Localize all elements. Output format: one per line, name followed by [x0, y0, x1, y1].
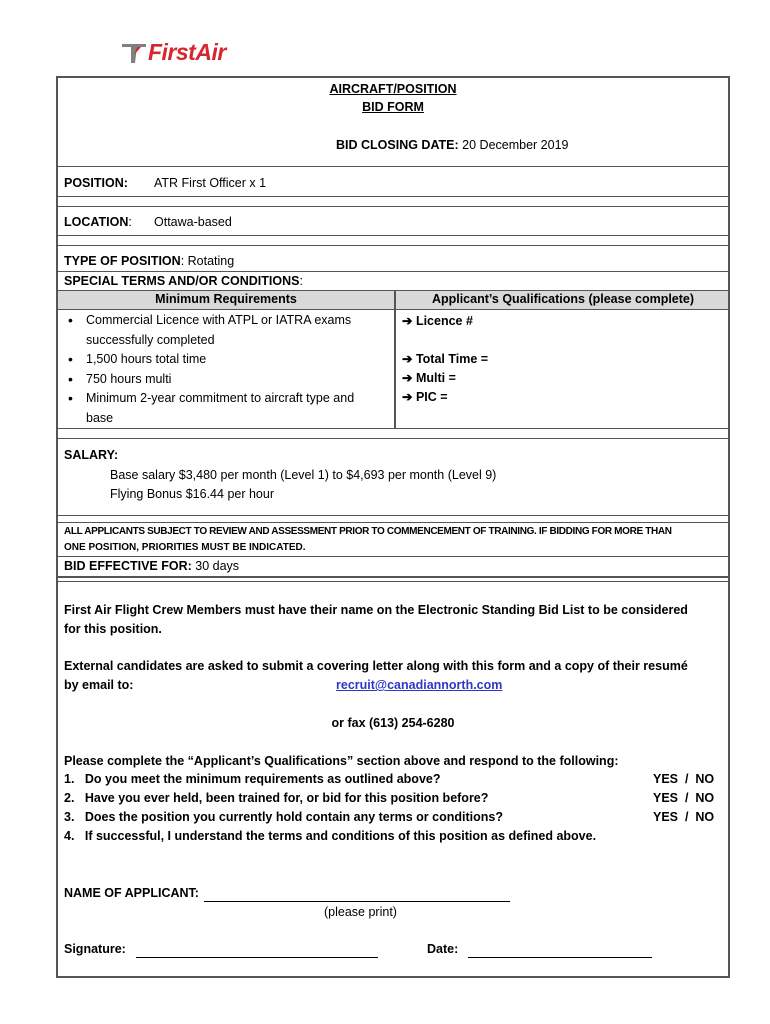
question-text: If successful, I understand the terms and conditions of this position as defined above.: [84, 829, 597, 843]
question-text: Do you meet the minimum requirements as outlined above?: [84, 772, 441, 786]
divider: [58, 206, 728, 207]
divider: [58, 576, 728, 578]
question-4: [64, 829, 596, 843]
salary-line1: Base salary $3,480 per month (Level 1) to $4,693 per month (Level 9): [110, 468, 497, 482]
fax-number: or fax (613) 254-6280: [331, 716, 455, 730]
requirement-item: • 750 hours multi: [64, 370, 364, 390]
type-of-position-value: Rotating: [187, 254, 235, 268]
recruit-email-link[interactable]: recruit@canadiannorth.com: [336, 678, 503, 692]
please-print-note: (please print): [324, 905, 397, 919]
special-terms-row: [64, 274, 303, 288]
multi-field[interactable]: ➔ Multi =: [402, 371, 456, 385]
type-of-position-row: [64, 254, 234, 268]
first-air-logo-icon: [122, 41, 146, 63]
divider: [58, 271, 728, 272]
salary-label: SALARY:: [64, 448, 119, 462]
requirement-item: • 1,500 hours total time: [64, 350, 364, 370]
divider: [58, 515, 728, 516]
divider: [58, 166, 728, 167]
total-time-field[interactable]: ➔ Total Time =: [402, 352, 489, 366]
licence-field[interactable]: ➔ Licence #: [402, 314, 473, 328]
divider: [58, 235, 728, 236]
question-3-answer[interactable]: YES / NO: [653, 810, 715, 824]
question-2: [64, 791, 488, 805]
question-1: [64, 772, 440, 786]
position-value: ATR First Officer x 1: [154, 176, 267, 190]
bid-closing-label: BID CLOSING DATE:: [336, 138, 459, 152]
bid-effective-row: [64, 559, 239, 573]
question-number: 2.: [64, 791, 75, 805]
location-colon: :: [128, 215, 132, 229]
divider: [58, 245, 728, 246]
divider: [58, 581, 728, 582]
requirement-item: • Minimum 2-year commitment to aircraft type and base: [64, 389, 364, 428]
external-candidates-line1: External candidates are asked to submit a covering letter along with this form and a copy of their resumé: [64, 659, 688, 673]
location-row: [64, 215, 132, 229]
bid-effective-value: 30 days: [195, 559, 240, 573]
special-terms-colon: :: [299, 274, 303, 288]
type-of-position-colon: :: [180, 254, 185, 268]
notice-line2: ONE POSITION, PRIORITIES MUST BE INDICATED.: [64, 542, 306, 553]
position-label: POSITION:: [64, 176, 128, 190]
crew-members-para-line2: for this position.: [64, 622, 162, 636]
notice-line1: ALL APPLICANTS SUBJECT TO REVIEW AND ASSESSMENT PRIOR TO COMMENCEMENT OF TRAINING. IF BIDDING FOR MORE THAN: [64, 526, 672, 537]
divider: [58, 438, 728, 439]
requirements-list: [64, 311, 364, 428]
logo-text: FirstAir: [148, 38, 226, 65]
minimum-requirements-header: Minimum Requirements: [155, 292, 297, 306]
divider: [58, 428, 728, 429]
divider: [58, 522, 728, 523]
question-2-answer[interactable]: YES / NO: [653, 791, 715, 805]
question-number: 3.: [64, 810, 75, 824]
pic-field[interactable]: ➔ PIC =: [402, 390, 448, 404]
external-candidates-line2: by email to:: [64, 678, 134, 692]
date-label: Date:: [427, 942, 459, 956]
bid-closing-value: 20 December 2019: [462, 138, 569, 152]
signature-label: Signature:: [64, 942, 126, 956]
bid-form: [56, 76, 730, 978]
divider: [58, 309, 728, 310]
special-terms-label: SPECIAL TERMS AND/OR CONDITIONS: [64, 274, 300, 288]
name-of-applicant-field[interactable]: [204, 886, 510, 902]
question-text: Does the position you currently hold contain any terms or conditions?: [84, 810, 503, 824]
location-label: LOCATION: [64, 215, 129, 229]
signature-field[interactable]: [136, 942, 378, 958]
salary-line2: Flying Bonus $16.44 per hour: [110, 487, 274, 501]
instructions: Please complete the “Applicant’s Qualifications” section above and respond to the following:: [64, 754, 619, 768]
question-number: 4.: [64, 829, 75, 843]
applicant-qualifications-header: Applicant’s Qualifications (please complete): [431, 292, 695, 306]
first-air-logo: [122, 38, 226, 66]
type-of-position-label: TYPE OF POSITION: [64, 254, 181, 268]
question-number: 1.: [64, 772, 75, 786]
question-text: Have you ever held, been trained for, or bid for this position before?: [84, 791, 489, 805]
location-value: Ottawa-based: [154, 215, 232, 229]
form-title-line2: BID FORM: [362, 100, 424, 114]
date-field[interactable]: [468, 942, 652, 958]
bid-effective-label: BID EFFECTIVE FOR:: [64, 559, 192, 573]
column-divider: [394, 290, 396, 428]
divider: [58, 290, 728, 291]
crew-members-para-line1: First Air Flight Crew Members must have their name on the Electronic Standing Bid List to be considered: [64, 603, 688, 617]
divider: [58, 196, 728, 197]
question-3: [64, 810, 503, 824]
question-1-answer[interactable]: YES / NO: [653, 772, 715, 786]
divider: [58, 556, 728, 557]
requirement-item: • Commercial Licence with ATPL or IATRA exams successfully completed: [64, 311, 364, 350]
name-of-applicant-label: NAME OF APPLICANT:: [64, 886, 199, 900]
bid-closing-date: [336, 138, 569, 152]
form-title-line1: AIRCRAFT/POSITION: [329, 82, 457, 96]
